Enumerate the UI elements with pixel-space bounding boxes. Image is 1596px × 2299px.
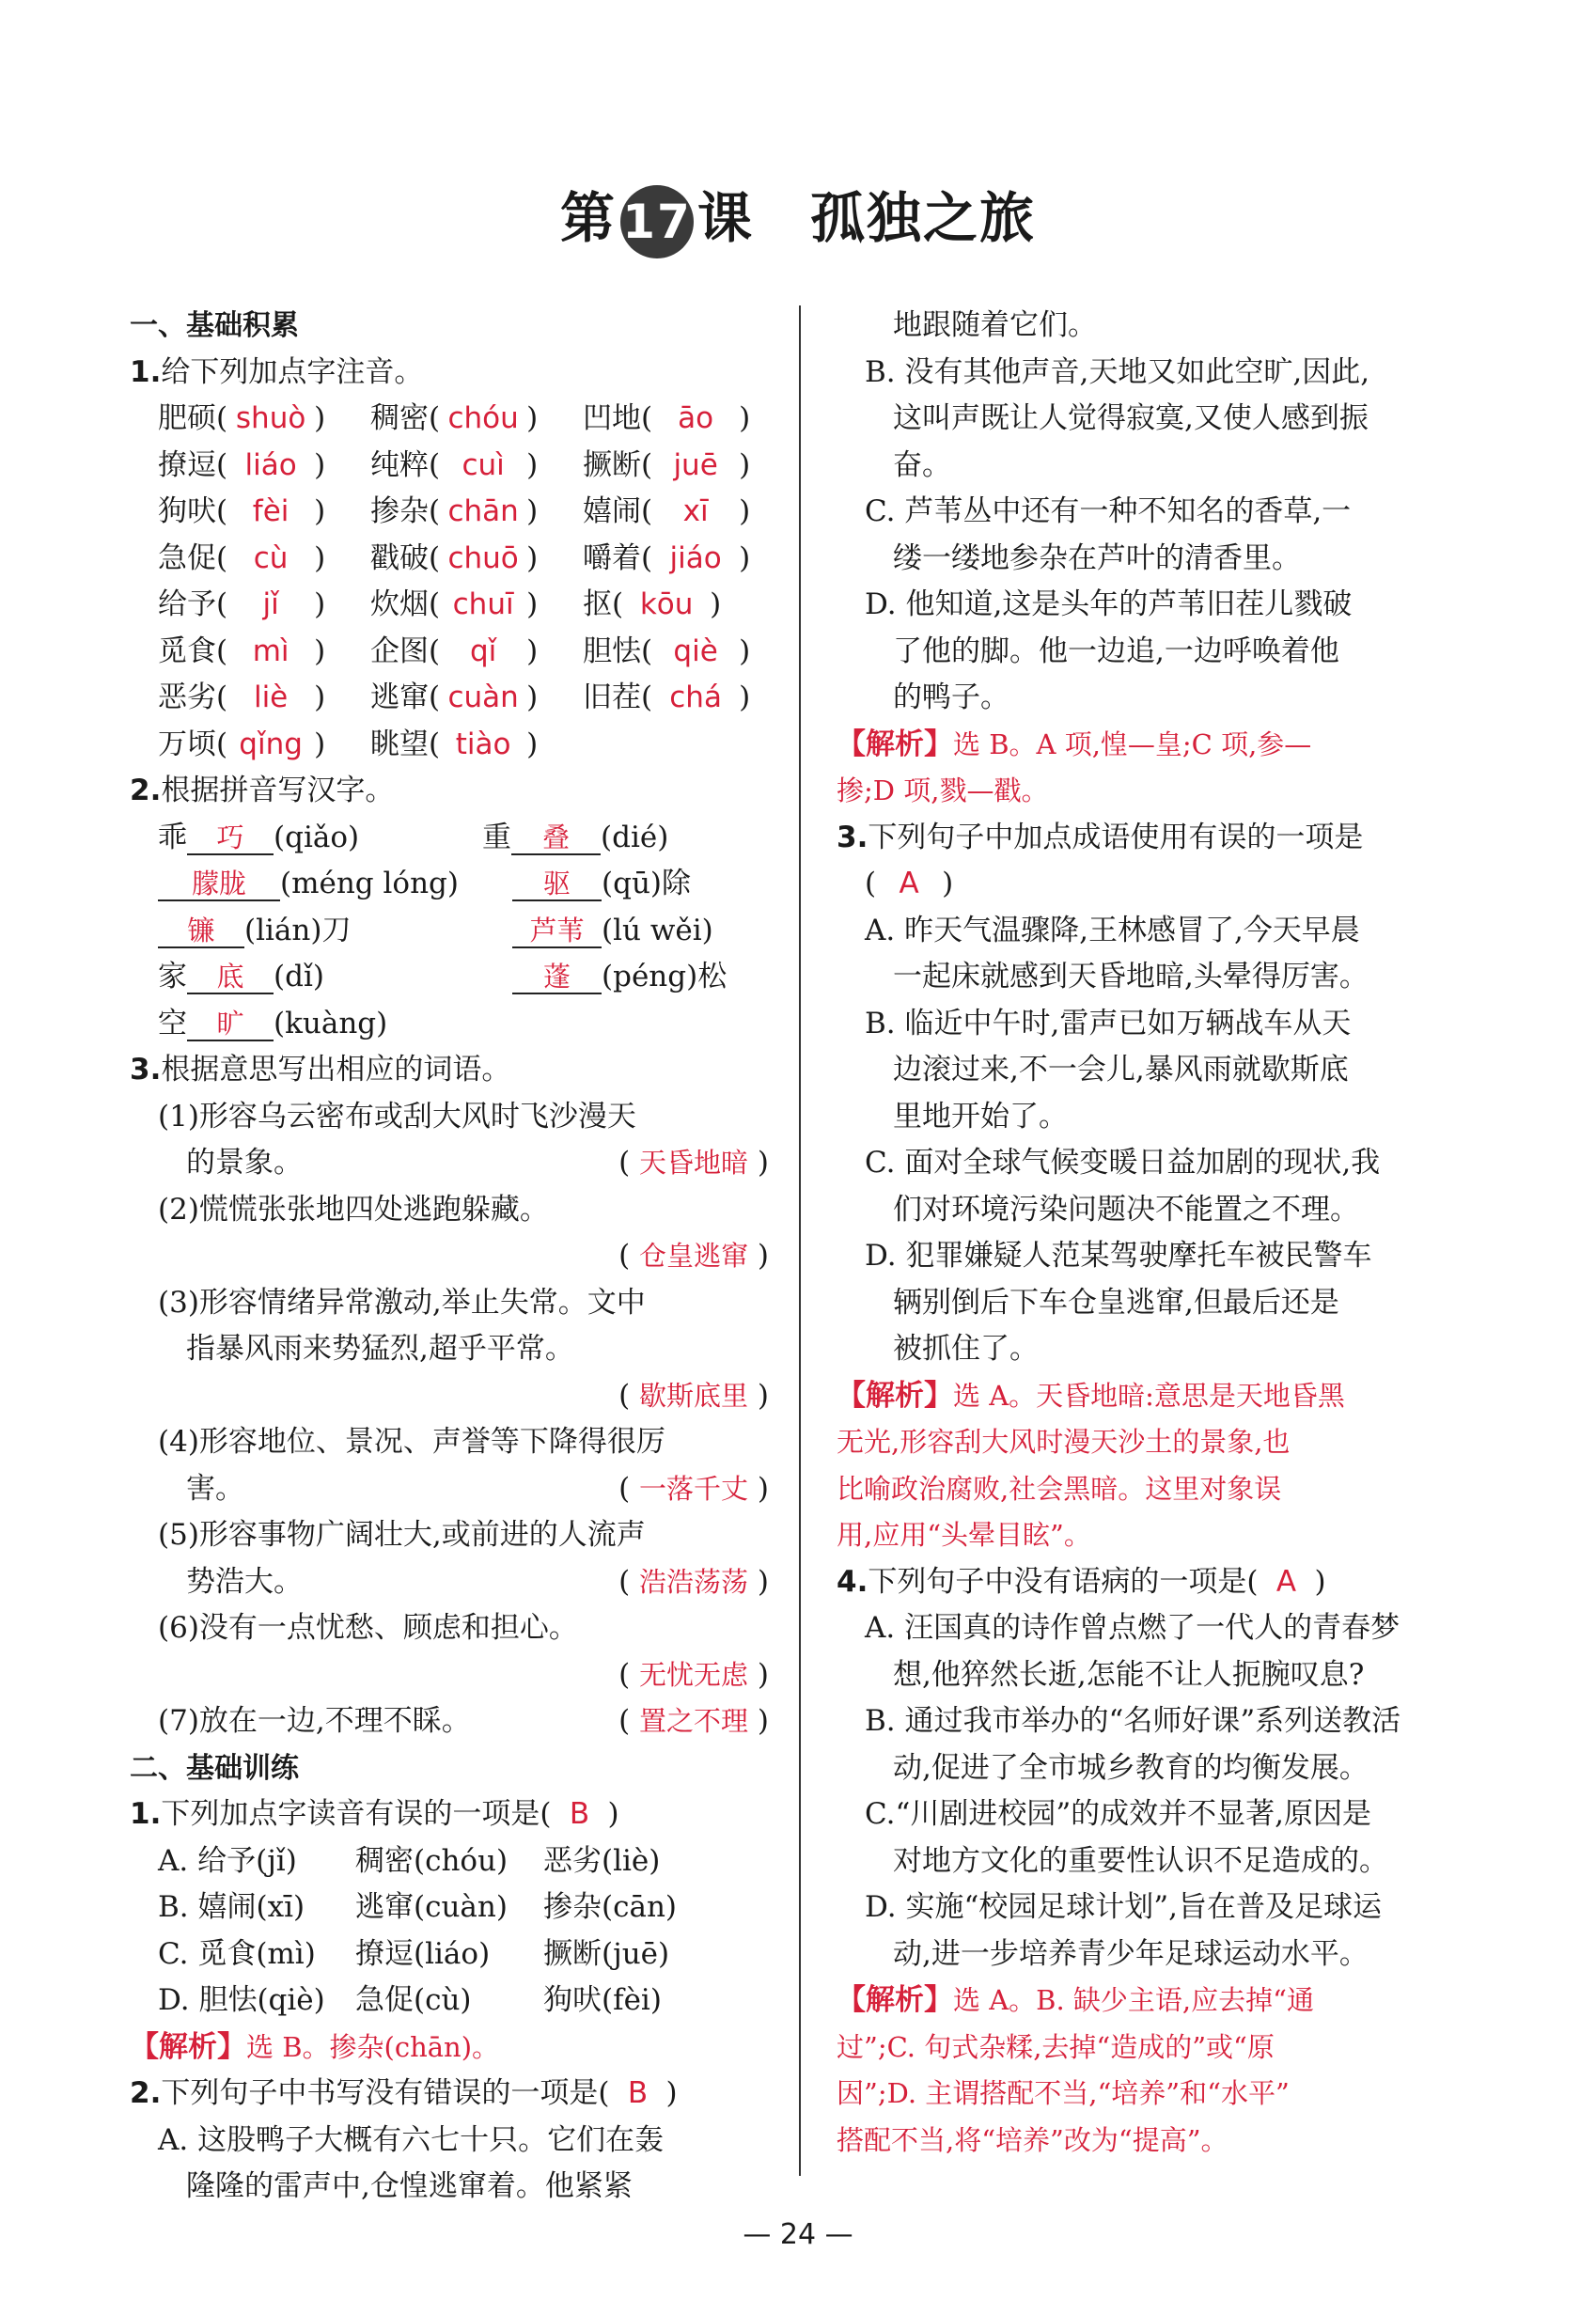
prefix: 空	[158, 1006, 187, 1040]
pinyin-row	[130, 722, 769, 769]
pinyin-cell: 稠密( chóu )	[370, 396, 583, 443]
exercise-3-answer: ( A )	[865, 867, 954, 900]
pinyin-row	[130, 396, 769, 443]
word: 肥硕	[158, 401, 216, 435]
option-line: 里地开始了。	[893, 1099, 1068, 1134]
exercise-1-analysis: 【解析】选 B。掺杂(chān)。	[130, 2029, 500, 2064]
vocab-line: (3)形容情绪异常激动,举止失常。文中	[158, 1285, 646, 1320]
option-line: 辆别倒后下车仓皇逃窜,但最后还是	[893, 1285, 1339, 1320]
pinyin: (méng lóng)	[280, 867, 459, 900]
page-number: — 24 —	[743, 2218, 853, 2251]
pinyin: (kuàng)	[274, 1006, 388, 1040]
pinyin-cell: 掺杂( chān )	[370, 489, 583, 536]
option-line: D. 犯罪嫌疑人范某驾驶摩托车被民警车	[865, 1239, 1372, 1273]
title-suffix: 课	[696, 186, 754, 250]
pinyin-row	[130, 443, 769, 490]
option-cell: 稠密(chóu)	[355, 1843, 509, 1878]
vocab-line: (6)没有一点忧愁、顾虑和担心。	[158, 1611, 578, 1645]
pinyin-cell: 纯粹( cuì )	[370, 443, 583, 490]
word: 嬉闹	[583, 494, 641, 528]
hanzi-answer: 旷	[187, 1008, 274, 1041]
vocab-answer: ( 置之不理 )	[618, 1704, 769, 1738]
hanzi-cell	[158, 954, 482, 1001]
pinyin-answer: chóu	[447, 401, 519, 435]
pinyin-cell: 凹地( āo )	[583, 396, 750, 443]
word: 给予	[158, 587, 216, 621]
option-row	[130, 1931, 769, 1978]
pinyin-answer: chuī	[452, 587, 514, 621]
exercise-1-options	[130, 1838, 769, 2025]
hanzi-cell	[482, 867, 691, 900]
pinyin-answer: mì	[252, 633, 289, 668]
option-line: 一起床就感到天昏地暗,头晕得厉害。	[893, 960, 1369, 993]
question-3: 3.根据意思写出相应的词语。	[130, 1053, 511, 1087]
word: 急促	[158, 540, 216, 575]
option-line: B. 通过我市举办的“名师好课”系列送教活	[865, 1704, 1401, 1738]
hanzi-answer: 蓬	[512, 961, 602, 994]
prefix: 家	[158, 960, 187, 993]
word: 掺杂	[370, 494, 429, 528]
pinyin-cell: 肥硕( shuò )	[158, 396, 370, 443]
option-cell: B. 嬉闹(xī)	[158, 1890, 305, 1924]
pinyin-cell: 抠( kōu )	[583, 582, 721, 629]
vocab-answer-text: 歇斯底里	[639, 1379, 749, 1412]
hanzi-cell	[482, 960, 727, 993]
hanzi-row	[130, 954, 769, 1001]
option-cell: A. 给予(jǐ)	[158, 1843, 297, 1878]
option-line: 的鸭子。	[893, 680, 1009, 714]
vocab-line: (4)形容地位、景况、声誉等下降得很厉	[158, 1425, 665, 1459]
option-line: 缕一缕地参杂在芦叶的清香里。	[893, 540, 1301, 575]
hanzi-cell	[482, 821, 668, 854]
pinyin-answer: jǐ	[262, 587, 279, 621]
pinyin: (dǐ)	[274, 960, 324, 993]
pinyin-answer: chān	[447, 494, 519, 528]
option-line: D. 实施“校园足球计划”,旨在普及足球运	[865, 1890, 1383, 1924]
lesson-number: 17	[620, 185, 694, 258]
pinyin-answer: fèi	[252, 494, 289, 528]
vocab-answer-text: 置之不理	[639, 1705, 749, 1737]
vocab-answer-text: 天昏地暗	[639, 1147, 749, 1179]
pinyin-row	[130, 582, 769, 629]
pinyin-row	[130, 489, 769, 536]
hanzi-row	[130, 815, 769, 862]
option-line: A. 汪国真的诗作曾点燃了一代人的青春梦	[865, 1611, 1400, 1645]
exercise-3-analysis: 【解析】选 A。天昏地暗:意思是天地昏黑	[837, 1378, 1345, 1413]
vocab-text: 害。	[186, 1471, 244, 1506]
left-column	[130, 303, 769, 2211]
hanzi-cell	[482, 914, 713, 947]
option-cell: C. 觅食(mì)	[158, 1936, 316, 1971]
page-title	[0, 174, 1596, 258]
analysis-line: 用,应用“头晕目眩”。	[837, 1519, 1091, 1551]
word: 万顷	[158, 727, 216, 761]
pinyin-cell: 急促( cù )	[158, 536, 370, 583]
option-line: C. 面对全球气候变暖日益加剧的现状,我	[865, 1146, 1381, 1180]
vocab-line	[130, 1698, 769, 1745]
exercise-2-analysis: 【解析】选 B。A 项,惶—皇;C 项,参—	[837, 727, 1312, 761]
vocab-list	[130, 1094, 769, 1745]
pinyin-answer: qiè	[673, 633, 718, 668]
word: 凹地	[583, 401, 641, 435]
prefix: 乖	[158, 820, 187, 854]
word: 胆怯	[583, 633, 641, 668]
vocab-line: (2)慌慌张张地四处逃跑躲藏。	[158, 1192, 549, 1227]
title-prefix: 第	[559, 186, 617, 250]
option-cell: 狗吠(fèi)	[543, 1983, 662, 2017]
analysis-line: 掺;D 项,戮—戳。	[837, 774, 1049, 806]
pinyin-cell: 眺望( tiào )	[370, 722, 583, 769]
option-line: C.“川剧进校园”的成效并不显著,原因是	[865, 1797, 1372, 1831]
pinyin: (dié)	[601, 820, 669, 854]
vocab-answer: ( 天昏地暗 )	[618, 1146, 769, 1180]
pinyin-cell: 嚼着( jiáo )	[583, 536, 750, 583]
pinyin-cell: 胆怯( qiè )	[583, 629, 750, 676]
hanzi-answer: 底	[187, 961, 274, 994]
pinyin-cell: 觅食( mì )	[158, 629, 370, 676]
pinyin: (lú wěi)	[602, 913, 713, 947]
pinyin-answer: cuì	[462, 447, 505, 482]
analysis-line: 搭配不当,将“培养”改为“提高”。	[837, 2123, 1228, 2156]
option-cell: 恶劣(liè)	[543, 1843, 661, 1878]
vocab-line	[130, 1140, 769, 1187]
vocab-text: (7)放在一边,不理不睬。	[158, 1704, 471, 1738]
word: 撅断	[583, 447, 641, 482]
prefix: 重	[482, 820, 511, 854]
pinyin-cell: 万顷( qǐng )	[158, 722, 370, 769]
pinyin-cell: 给予( jǐ )	[158, 582, 370, 629]
analysis-line: 过”;C. 句式杂糅,去掉“造成的”或“原	[837, 2030, 1275, 2063]
pinyin-answer: āo	[678, 401, 714, 435]
option-line: B. 临近中午时,雷声已如万辆战车从天	[865, 1006, 1352, 1040]
vocab-answer-text: 无忧无虑	[639, 1658, 749, 1691]
pinyin-cell: 炊烟( chuī )	[370, 582, 583, 629]
pinyin-answer: tiào	[455, 727, 511, 761]
word: 戳破	[370, 540, 429, 575]
pinyin-answer: chuō	[447, 540, 519, 575]
pinyin-cell: 恶劣( liè )	[158, 675, 370, 722]
vocab-line	[130, 1233, 769, 1280]
word: 觅食	[158, 633, 216, 668]
hanzi-answer: 镰	[158, 915, 244, 948]
lesson-name: 孤独之旅	[810, 186, 1037, 250]
pinyin-answer: jiáo	[669, 540, 722, 575]
option-row	[130, 1978, 769, 2025]
word: 抠	[583, 587, 612, 621]
column-divider	[799, 305, 801, 2176]
exercise-4: 4.下列句子中没有语病的一项是( A )	[837, 1564, 1326, 1599]
hanzi-answer: 朦胧	[158, 868, 280, 901]
question-1: 1.给下列加点字注音。	[130, 354, 424, 389]
word: 撩逗	[158, 447, 216, 482]
vocab-line	[130, 1466, 769, 1513]
word: 嚼着	[583, 540, 641, 575]
vocab-text: 的景象。	[186, 1146, 303, 1180]
vocab-text: 指暴风雨来势猛烈,超乎平常。	[186, 1332, 574, 1366]
pinyin-cell: 嬉闹( xī )	[583, 489, 750, 536]
vocab-line	[130, 1373, 769, 1420]
option-line: 这叫声既让人觉得寂寞,又使人感到振	[893, 401, 1369, 435]
pinyin-answer: shuò	[235, 401, 306, 435]
exercise-1: 1.下列加点字读音有误的一项是( B )	[130, 1797, 619, 1831]
pinyin-answer: juē	[673, 447, 718, 482]
vocab-text: 势浩大。	[186, 1564, 303, 1599]
option-line: C. 芦苇丛中还有一种不知名的香草,一	[865, 494, 1352, 528]
pinyin-cell: 撅断( juē )	[583, 443, 750, 490]
option-line: D. 他知道,这是头年的芦苇旧茬儿戮破	[865, 587, 1353, 621]
pinyin: (qū)除	[602, 867, 691, 900]
pinyin-answer: qǐng	[239, 727, 303, 761]
exercise-3: 3.下列句子中加点成语使用有误的一项是	[837, 820, 1364, 854]
vocab-line	[130, 1652, 769, 1699]
hanzi-cell	[158, 1001, 482, 1048]
hanzi-row	[130, 861, 769, 908]
word: 狗吠	[158, 494, 216, 528]
section-heading: 一、基础积累	[130, 309, 299, 342]
word: 恶劣	[158, 680, 216, 714]
pinyin-cell: 旧茬( chá )	[583, 675, 750, 722]
pinyin-cell: 企图( qǐ )	[370, 629, 583, 676]
vocab-answer: ( 一落千丈 )	[618, 1471, 769, 1506]
pinyin-cell: 戳破( chuō )	[370, 536, 583, 583]
vocab-answer-text: 浩浩荡荡	[639, 1565, 749, 1598]
vocab-line: (1)形容乌云密布或刮大风时飞沙漫天	[158, 1099, 636, 1134]
option-cell: D. 胆怯(qiè)	[158, 1983, 325, 2017]
pinyin: (qiǎo)	[274, 820, 360, 854]
option-line: 奋。	[893, 447, 951, 482]
analysis-line: 因”;D. 主谓搭配不当,“培养”和“水平”	[837, 2077, 1290, 2109]
pinyin: (lián)刀	[244, 913, 352, 947]
hanzi-table	[130, 815, 769, 1048]
pinyin-row	[130, 675, 769, 722]
option-cell: 撩逗(liáo)	[355, 1936, 491, 1971]
option-line: 动,进一步培养青少年足球运动水平。	[893, 1936, 1369, 1971]
word: 逃窜	[370, 680, 429, 714]
word: 稠密	[370, 401, 429, 435]
pinyin-answer: liè	[253, 680, 289, 714]
vocab-answer: ( 浩浩荡荡 )	[618, 1564, 769, 1599]
vocab-line: (5)形容事物广阔壮大,或前进的人流声	[158, 1518, 646, 1552]
option-line: 隆隆的雷声中,仓惶逃窜着。他紧紧	[186, 2169, 633, 2203]
pinyin: (péng)松	[602, 960, 728, 993]
option-row	[130, 1838, 769, 1885]
vocab-answer-text: 仓皇逃窜	[639, 1240, 749, 1272]
hanzi-cell	[158, 815, 482, 862]
hanzi-cell	[158, 908, 482, 955]
word: 旧茬	[583, 680, 641, 714]
option-line: 被抓住了。	[893, 1332, 1039, 1366]
right-column	[837, 303, 1476, 2164]
pinyin-cell: 狗吠( fèi )	[158, 489, 370, 536]
section-heading: 二、基础训练	[130, 1751, 299, 1785]
option-line: 对地方文化的重要性认识不足造成的。	[893, 1843, 1388, 1878]
option-line: 地跟随着它们。	[893, 308, 1097, 342]
vocab-line	[130, 1559, 769, 1606]
hanzi-answer: 巧	[187, 821, 274, 855]
word: 企图	[370, 633, 429, 668]
exercise-2: 2.下列句子中书写没有错误的一项是( B )	[130, 2076, 678, 2110]
pinyin-answer: xī	[682, 494, 709, 528]
pinyin-table	[130, 396, 769, 768]
option-row	[130, 1885, 769, 1931]
analysis-line: 无光,形容刮大风时漫天沙土的景象,也	[837, 1426, 1291, 1458]
hanzi-answer: 驱	[512, 868, 602, 901]
vocab-answer: ( 歇斯底里 )	[618, 1378, 769, 1413]
pinyin-row	[130, 629, 769, 676]
option-cell: 急促(cù)	[355, 1983, 472, 2017]
hanzi-answer: 叠	[511, 821, 601, 855]
question-2: 2.根据拼音写汉字。	[130, 774, 395, 807]
hanzi-answer: 芦苇	[512, 915, 602, 948]
hanzi-cell	[158, 861, 482, 908]
hanzi-row	[130, 1001, 769, 1048]
word: 纯粹	[370, 447, 429, 482]
analysis-line: 比喻政治腐败,社会黑暗。这里对象误	[837, 1472, 1282, 1505]
vocab-answer-text: 一落千丈	[639, 1472, 749, 1505]
pinyin-answer: kōu	[639, 587, 694, 621]
option-line: 想,他猝然长逝,怎能不让人扼腕叹息?	[893, 1657, 1365, 1692]
vocab-answer: ( 仓皇逃窜 )	[618, 1239, 769, 1273]
option-line: 了他的脚。他一边追,一边呼唤着他	[893, 633, 1339, 668]
exercise-4-analysis: 【解析】选 A。B. 缺少主语,应去掉“通	[837, 1983, 1314, 2017]
option-line: B. 没有其他声音,天地又如此空旷,因此,	[865, 354, 1370, 389]
pinyin-cell: 逃窜( cuàn )	[370, 675, 583, 722]
pinyin-answer: qǐ	[469, 633, 497, 668]
pinyin-answer: cuàn	[447, 680, 519, 714]
option-cell: 掺杂(cān)	[543, 1890, 677, 1924]
pinyin-row	[130, 536, 769, 583]
option-cell: 撅断(juē)	[543, 1936, 670, 1971]
option-line: 边滚过来,不一会儿,暴风雨就歇斯底	[893, 1053, 1349, 1087]
pinyin-answer: liáo	[244, 447, 297, 482]
pinyin-cell: 撩逗( liáo )	[158, 443, 370, 490]
vocab-line	[130, 1326, 769, 1373]
word: 炊烟	[370, 587, 429, 621]
pinyin-answer: cù	[253, 540, 289, 575]
option-line: 动,促进了全市城乡教育的均衡发展。	[893, 1750, 1369, 1785]
word: 眺望	[370, 727, 429, 761]
option-line: A. 这股鸭子大概有六七十只。它们在轰	[158, 2122, 665, 2157]
option-line: 们对环境污染问题决不能置之不理。	[893, 1192, 1359, 1227]
pinyin-answer: chá	[669, 680, 722, 714]
vocab-answer: ( 无忧无虑 )	[618, 1657, 769, 1692]
option-line: A. 昨天气温骤降,王林感冒了,今天早晨	[865, 913, 1360, 947]
option-cell: 逃窜(cuàn)	[355, 1890, 508, 1924]
hanzi-row	[130, 908, 769, 955]
